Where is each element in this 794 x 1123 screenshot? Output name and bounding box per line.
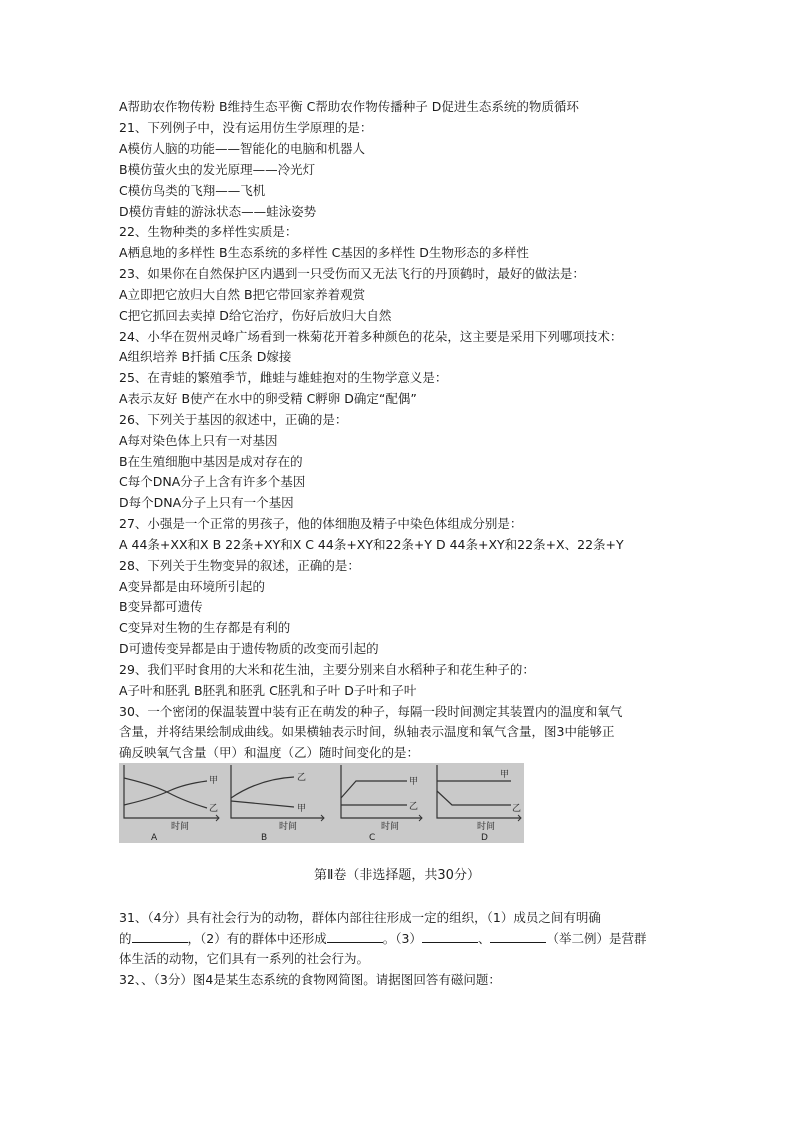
q26-option-c: C每个DNA分子上含有许多个基因 [119,474,306,489]
panel-a-label-yi: 乙 [209,804,219,814]
q21-option-b: B模仿萤火虫的发光原理——冷光灯 [119,162,316,177]
panel-d-label-jia: 甲 [500,770,510,780]
q30-stem-line3: 确反映氧气含量（甲）和温度（乙）随时间变化的是： [119,745,420,760]
q21-option-c: C模仿鸟类的飞翔——飞机 [119,183,266,198]
q28-option-b: B变异都可遗传 [119,599,203,614]
panel-d-letter: D [481,833,488,843]
q31-text-c: 。（3） [382,931,422,946]
q21-option-a: A模仿人脑的功能——智能化的电脑和机器人 [119,141,366,156]
q31-blank-1[interactable] [132,929,188,943]
panel-c-axis-label: 时间 [381,822,400,832]
panel-d-curve-yi [437,791,511,805]
q22-stem: 22、生物种类的多样性实质是： [119,224,298,239]
section-title: 第Ⅱ卷（非选择题，共30分） [314,868,480,883]
q31-line2 [119,929,646,949]
q31-text-b: ，（2）有的群体中还形成 [187,931,327,946]
q25-stem: 25、在青蛙的繁殖季节，雌蛙与雄蛙抱对的生物学意义是： [119,370,448,385]
panel-b-curve-jia [231,801,294,807]
q25-options: A表示友好 B使产在水中的卵受精 C孵卵 D确定“配偶” [119,391,417,406]
panel-b-curve-yi [231,777,294,798]
q29-options: A子叶和胚乳 B胚乳和胚乳 C胚乳和子叶 D子叶和子叶 [119,683,417,698]
q23-options-ab: A立即把它放归大自然 B把它带回家养着观赏 [119,287,366,302]
q31-text-a: 的 [119,931,132,946]
q29-stem: 29、我们平时食用的大米和花生油，主要分别来自水稻种子和花生种子的： [119,662,535,677]
panel-a-curve-yi [124,781,207,805]
q22-options: A栖息地的多样性 B生态系统的多样性 C基因的多样性 D生物形态的多样性 [119,245,529,260]
graph-panel-d [437,765,521,843]
q31-text-e: （举二例）是营群 [546,931,647,946]
panel-a-label-jia: 甲 [209,776,219,786]
q31-blank-2[interactable] [327,929,383,943]
figure-3-graphs [119,763,524,843]
q30-stem-line2: 含量，并将结果绘制成曲线。如果横轴表示时间，纵轴表示温度和氧气含量，图3中能够正 [119,724,615,739]
q31-blank-3[interactable] [422,929,478,943]
q23-options-cd: C把它抓回去卖掉 D给它治疗，伤好后放归大自然 [119,308,392,323]
q31-line1: 31、（4分）具有社会行为的动物，群体内部往往形成一定的组织，（1）成员之间有明确 [119,910,601,925]
q28-option-d: D可遗传变异都是由于遗传物质的改变而引起的 [119,641,379,656]
panel-b-letter: B [261,833,268,843]
panel-c-curve-jia [341,781,407,798]
panel-a-letter: A [151,833,158,843]
q26-stem: 26、下列关于基因的叙述中，正确的是： [119,412,348,427]
q21-stem: 21、下列例子中，没有运用仿生学原理的是： [119,120,373,135]
q28-option-c: C变异对生物的生存都是有利的 [119,620,291,635]
graph-panel-c [341,765,422,843]
q20-options: A帮助农作物传粉 B维持生态平衡 C帮助农作物传播种子 D促进生态系统的物质循环 [119,99,579,114]
q27-options: A 44条+XX和X B 22条+XY和X C 44条+XY和22条+Y D 44条+XY和22条+X、22条+Y [119,537,624,552]
panel-a-axis-label: 时间 [171,822,190,832]
q26-option-b: B在生殖细胞中基因是成对存在的 [119,454,303,469]
panel-c-label-jia: 甲 [409,777,419,787]
q24-stem: 24、小华在贺州灵峰广场看到一株菊花开着多种颜色的花朵，这主要是采用下列哪项技术： [119,329,623,344]
graph-panel-b [231,765,324,843]
panel-d-label-yi: 乙 [512,804,522,814]
q23-stem: 23、如果你在自然保护区内遇到一只受伤而又无法飞行的丹顶鹤时，最好的做法是： [119,266,585,281]
q28-stem: 28、下列关于生物变异的叙述，正确的是： [119,558,360,573]
panel-b-axis-label: 时间 [279,822,298,832]
q30-stem-line1: 30、一个密闭的保温装置中装有正在萌发的种子，每隔一段时间测定其装置内的温度和氧气 [119,704,623,719]
q31-blank-4[interactable] [490,929,546,943]
panel-c-letter: C [369,833,376,843]
panel-d-axis-label: 时间 [477,822,496,832]
panel-b-label-yi: 乙 [297,773,307,783]
panel-b-label-jia: 甲 [297,804,307,814]
q31-text-d: 、 [477,931,491,946]
q28-option-a: A变异都是由环境所引起的 [119,579,266,594]
q31-line3: 体生活的动物，它们具有一系列的社会行为。 [119,951,370,966]
panel-c-label-yi: 乙 [409,802,419,812]
q32-stem: 32、、（3分）图4是某生态系统的食物网简图。请据图回答有磁问题： [119,972,501,987]
q26-option-a: A每对染色体上只有一对基因 [119,433,278,448]
q24-options: A组织培养 B扦插 C压条 D嫁接 [119,349,292,364]
q26-option-d: D每个DNA分子上只有一个基因 [119,495,294,510]
graph-panel-a [124,765,219,843]
q27-stem: 27、小强是一个正常的男孩子，他的体细胞及精子中染色体组成分别是： [119,516,523,531]
q21-option-d: D模仿青蛙的游泳状态——蛙泳姿势 [119,204,317,219]
